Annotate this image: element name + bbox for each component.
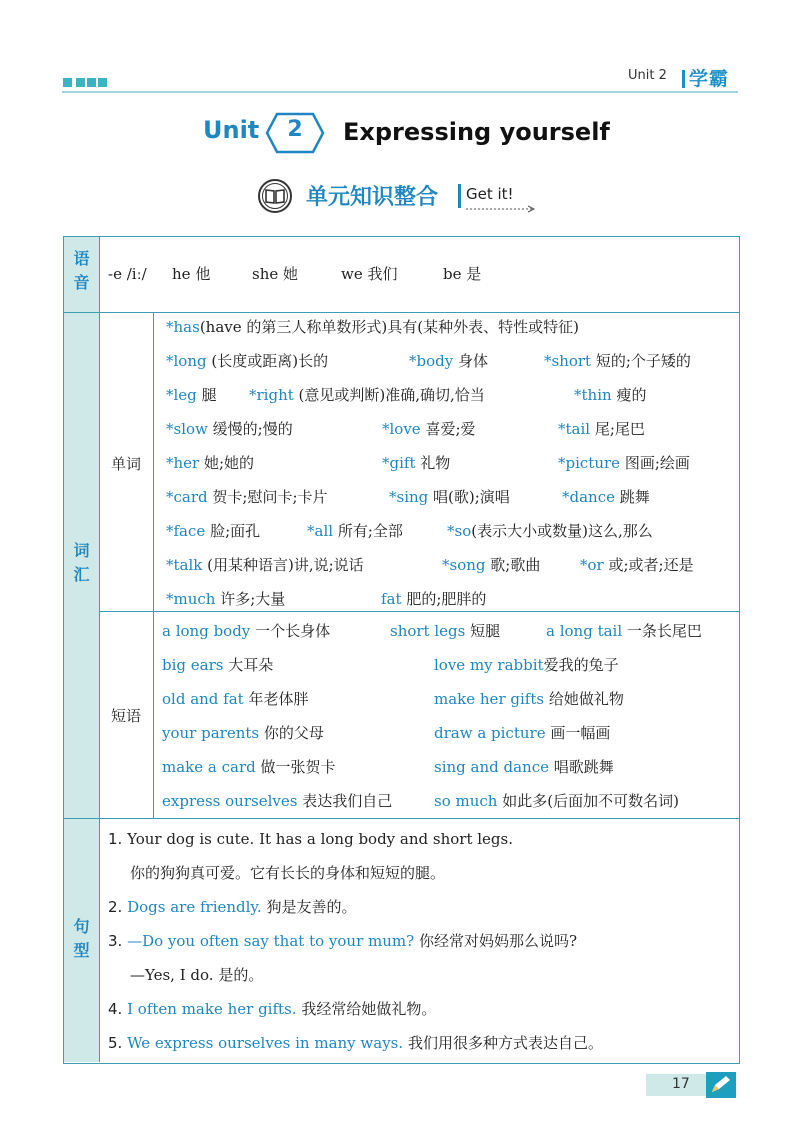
sentence-item: 1. Your dog is cute. It has a long body and short legs. [108,830,513,848]
phrases-label: 短语 [111,707,142,725]
word-item: *all 所有;全部 [307,522,403,540]
page-number: 17 [672,1076,690,1092]
word-item: *tail 尾;尾巴 [558,420,645,438]
word-item: *face 脸;面孔 [166,522,261,540]
category-label: 句型 [73,917,90,960]
header-square [76,78,85,87]
phrase-item: draw a picture 画一幅画 [434,724,611,742]
unit-word: Unit [203,116,260,144]
section-divider [458,184,461,208]
word-item: *her 她;她的 [166,454,255,472]
header-square [87,78,96,87]
phrase-item: love my rabbit爱我的兔子 [434,656,619,674]
sentence-item: 3. —Do you often say that to your mum? 你经常对妈妈那么说吗? [108,932,577,950]
pronunciation-word [172,264,210,284]
word-en: he [172,265,191,283]
category-sentences [64,915,99,963]
word-item: *so(表示大小或数量)这么,那么 [447,522,653,540]
pronunciation-word [443,264,481,284]
category-pronunciation-cell [64,237,100,312]
row-divider [64,312,739,313]
phrase-item: a long body 一个长身体 [162,622,331,640]
word-item: fat 肥的;肥胖的 [381,590,487,608]
row-divider [100,611,739,612]
word-en: she [252,265,279,283]
book-icon [257,178,293,214]
word-item: *card 贺卡;慰问卡;卡片 [166,488,328,506]
word-item: *song 歌;歌曲 [442,556,541,574]
word-zh: 是 [466,265,482,283]
word-item: *body 身体 [409,352,489,370]
sentence-item: —Yes, I do. 是的。 [130,966,264,984]
header-divider [682,70,685,88]
word-en: be [443,265,462,283]
header-unit-label: Unit 2 [628,68,667,83]
phrase-item: sing and dance 唱歌跳舞 [434,758,614,776]
word-item: *or 或;或者;还是 [580,556,694,574]
category-pronunciation [64,247,99,295]
phrase-item: big ears 大耳朵 [162,656,274,674]
phrase-item: make a card 做一张贺卡 [162,758,336,776]
sentence-item: 5. We express ourselves in many ways. 我们用很多种方式表达自己。 [108,1034,603,1052]
unit-number: 2 [287,117,303,142]
row-divider [64,818,739,819]
word-item: *has(have 的第三人称单数形式)具有(某种外表、特性或特征) [166,318,579,336]
header-square [63,78,72,87]
word-item: *right (意见或判断)准确,确切,恰当 [249,386,485,404]
pronunciation-sound: -e /iː/ [108,265,147,283]
sentence-item: 2. Dogs are friendly. 狗是友善的。 [108,898,357,916]
sentence-item: 4. I often make her gifts. 我经常给她做礼物。 [108,1000,437,1018]
word-item: *love 喜爱;爱 [382,420,476,438]
category-vocabulary [64,539,99,587]
word-item: *thin 瘦的 [574,386,647,404]
category-label: 语音 [73,249,90,292]
pronunciation-word [341,264,398,284]
section-title: 单元知识整合 [306,185,439,210]
word-en: we [341,265,363,283]
words-label: 单词 [111,455,142,473]
unit-title: Expressing yourself [343,118,610,146]
dotted-arrow-icon [466,205,538,213]
phrase-item: a long tail 一条长尾巴 [546,622,702,640]
pencil-icon [706,1072,736,1098]
phrase-item: short legs 短腿 [390,622,501,640]
word-zh: 她 [283,265,299,283]
word-item: *much 许多;大量 [166,590,286,608]
sentence-translation: 你的狗狗真可爱。它有长长的身体和短短的腿。 [130,864,446,882]
header-rule [62,91,738,93]
section-subtitle: Get it! [466,185,514,203]
column-divider [153,313,154,818]
category-label: 词汇 [73,541,90,584]
phrase-item: so much 如此多(后面加不可数名词) [434,792,679,810]
word-item: *leg 腿 [166,386,217,404]
word-item: *sing 唱(歌);演唱 [389,488,510,506]
phrase-item: your parents 你的父母 [162,724,324,742]
category-sentences-cell [64,819,100,1062]
phrase-item: make her gifts 给她做礼物 [434,690,624,708]
category-vocabulary-cell [64,313,100,818]
pronunciation-word [252,264,298,284]
phrase-item: express ourselves 表达我们自己 [162,792,393,810]
knowledge-table [63,236,740,1064]
word-item: *long (长度或距离)长的 [166,352,329,370]
word-item: *dance 跳舞 [562,488,650,506]
word-item: *talk (用某种语言)讲,说;说话 [166,556,364,574]
phrase-item: old and fat 年老体胖 [162,690,309,708]
word-item: *picture 图画;绘画 [558,454,690,472]
word-item: *gift 礼物 [382,454,451,472]
word-item: *slow 缓慢的;慢的 [166,420,293,438]
word-item: *short 短的;个子矮的 [544,352,691,370]
header-square [98,78,107,87]
word-zh: 他 [195,265,211,283]
brand-logo: 学霸 [689,68,730,90]
word-zh: 我们 [367,265,398,283]
